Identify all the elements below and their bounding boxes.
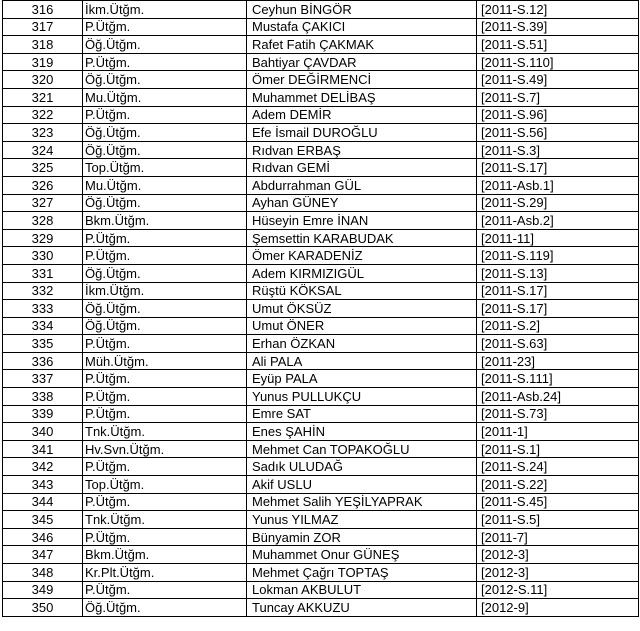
course-code-cell: [2011-Asb.24] [477,388,639,406]
table-row [3,1,639,19]
row-number-cell: 340 [3,423,83,441]
table-row [3,493,639,511]
rank-cell: P.Ütğm. [83,18,247,36]
rank-cell: P.Ütğm. [83,229,247,247]
rank-cell: Öğ.Ütğm. [83,317,247,335]
course-code-cell: [2011-S.51] [477,36,639,54]
name-cell: Muhammet DELİBAŞ [247,88,477,106]
name-cell: Erhan ÖZKAN [247,335,477,353]
course-code-cell: [2011-S.119] [477,247,639,265]
name-cell: Ömer KARADENİZ [247,247,477,265]
rank-cell: Öğ.Ütğm. [83,599,247,617]
table-row [3,18,639,36]
rank-cell: Müh.Ütğm. [83,352,247,370]
table-row [3,124,639,142]
row-number-cell: 338 [3,388,83,406]
course-code-cell: [2011-S.7] [477,88,639,106]
table-row [3,300,639,318]
rank-cell: Top.Ütğm. [83,159,247,177]
table-row [3,458,639,476]
name-cell: Abdurrahman GÜL [247,176,477,194]
table-row [3,159,639,177]
row-number-cell: 326 [3,176,83,194]
name-cell: Yunus YILMAZ [247,511,477,529]
table-row [3,440,639,458]
row-number-cell: 343 [3,476,83,494]
course-code-cell: [2011-S.1] [477,440,639,458]
table-row [3,106,639,124]
rank-cell: P.Ütğm. [83,458,247,476]
course-code-cell: [2011-S.111] [477,370,639,388]
table-row [3,53,639,71]
name-cell: Adem DEMİR [247,106,477,124]
rank-cell: Hv.Svn.Ütğm. [83,440,247,458]
table-row [3,212,639,230]
table-row [3,194,639,212]
rank-cell: P.Ütğm. [83,528,247,546]
name-cell: Muhammet Onur GÜNEŞ [247,546,477,564]
table-row [3,141,639,159]
rank-cell: Öğ.Ütğm. [83,300,247,318]
course-code-cell: [2011-S.45] [477,493,639,511]
row-number-cell: 325 [3,159,83,177]
course-code-cell: [2012-3] [477,546,639,564]
course-code-cell: [2011-S.29] [477,194,639,212]
row-number-cell: 328 [3,212,83,230]
table-row [3,88,639,106]
rank-cell: Tnk.Ütğm. [83,423,247,441]
rank-cell: Öğ.Ütğm. [83,141,247,159]
rank-cell: P.Ütğm. [83,53,247,71]
name-cell: Eyüp PALA [247,370,477,388]
rank-cell: P.Ütğm. [83,106,247,124]
rank-cell: İkm.Ütğm. [83,1,247,19]
rank-cell: Bkm.Ütğm. [83,212,247,230]
row-number-cell: 342 [3,458,83,476]
course-code-cell: [2011-S.96] [477,106,639,124]
rank-cell: Öğ.Ütğm. [83,194,247,212]
name-cell: Rıdvan GEMİ [247,159,477,177]
name-cell: Ayhan GÜNEY [247,194,477,212]
table-row [3,528,639,546]
name-cell: Ömer DEĞİRMENCİ [247,71,477,89]
rank-cell: Öğ.Ütğm. [83,264,247,282]
row-number-cell: 321 [3,88,83,106]
name-cell: Tuncay AKKUZU [247,599,477,617]
rank-cell: P.Ütğm. [83,370,247,388]
course-code-cell: [2012-S.11] [477,581,639,599]
course-code-cell: [2011-11] [477,229,639,247]
course-code-cell: [2011-S.24] [477,458,639,476]
course-code-cell: [2011-7] [477,528,639,546]
name-cell: Efe İsmail DUROĞLU [247,124,477,142]
course-code-cell: [2011-1] [477,423,639,441]
rank-cell: P.Ütğm. [83,581,247,599]
rank-cell: P.Ütğm. [83,335,247,353]
course-code-cell: [2011-S.22] [477,476,639,494]
name-cell: Enes ŞAHİN [247,423,477,441]
course-code-cell: [2011-S.49] [477,71,639,89]
row-number-cell: 348 [3,564,83,582]
name-cell: Ali PALA [247,352,477,370]
row-number-cell: 341 [3,440,83,458]
row-number-cell: 334 [3,317,83,335]
name-cell: Emre SAT [247,405,477,423]
row-number-cell: 330 [3,247,83,265]
rank-cell: Mu.Ütğm. [83,88,247,106]
course-code-cell: [2011-S.12] [477,1,639,19]
row-number-cell: 349 [3,581,83,599]
table-row [3,564,639,582]
course-code-cell: [2011-S.2] [477,317,639,335]
rank-cell: Öğ.Ütğm. [83,36,247,54]
course-code-cell: [2011-Asb.2] [477,212,639,230]
table-row [3,511,639,529]
course-code-cell: [2011-S.110] [477,53,639,71]
table-row [3,352,639,370]
name-cell: Mustafa ÇAKICI [247,18,477,36]
row-number-cell: 327 [3,194,83,212]
name-cell: Şemsettin KARABUDAK [247,229,477,247]
course-code-cell: [2011-Asb.1] [477,176,639,194]
row-number-cell: 333 [3,300,83,318]
row-number-cell: 322 [3,106,83,124]
course-code-cell: [2012-3] [477,564,639,582]
course-code-cell: [2011-S.5] [477,511,639,529]
table-row [3,388,639,406]
rank-cell: P.Ütğm. [83,388,247,406]
table-row [3,282,639,300]
course-code-cell: [2011-S.17] [477,282,639,300]
table-row [3,335,639,353]
row-number-cell: 319 [3,53,83,71]
name-cell: Sadık ULUDAĞ [247,458,477,476]
table-row [3,370,639,388]
rank-cell: Öğ.Ütğm. [83,124,247,142]
course-code-cell: [2011-S.3] [477,141,639,159]
course-code-cell: [2011-S.56] [477,124,639,142]
personnel-table [2,0,639,617]
name-cell: Lokman AKBULUT [247,581,477,599]
name-cell: Yunus PULLUKÇU [247,388,477,406]
table-row [3,247,639,265]
name-cell: Adem KIRMIZIGÜL [247,264,477,282]
name-cell: Umut ÖKSÜZ [247,300,477,318]
table-row [3,599,639,617]
name-cell: Ceyhun BİNGÖR [247,1,477,19]
name-cell: Akif USLU [247,476,477,494]
table-row [3,405,639,423]
name-cell: Mehmet Salih YEŞİLYAPRAK [247,493,477,511]
name-cell: Mehmet Can TOPAKOĞLU [247,440,477,458]
course-code-cell: [2011-S.73] [477,405,639,423]
row-number-cell: 339 [3,405,83,423]
rank-cell: P.Ütğm. [83,247,247,265]
course-code-cell: [2011-S.63] [477,335,639,353]
rank-cell: Öğ.Ütğm. [83,71,247,89]
row-number-cell: 347 [3,546,83,564]
name-cell: Mehmet Çağrı TOPTAŞ [247,564,477,582]
row-number-cell: 337 [3,370,83,388]
table-row [3,36,639,54]
table-row [3,176,639,194]
table-row [3,423,639,441]
rank-cell: Top.Ütğm. [83,476,247,494]
row-number-cell: 345 [3,511,83,529]
course-code-cell: [2011-S.17] [477,300,639,318]
rank-cell: P.Ütğm. [83,405,247,423]
name-cell: Bünyamin ZOR [247,528,477,546]
rank-cell: İkm.Ütğm. [83,282,247,300]
row-number-cell: 320 [3,71,83,89]
course-code-cell: [2011-S.17] [477,159,639,177]
personnel-table-body [3,1,639,617]
table-row [3,476,639,494]
row-number-cell: 318 [3,36,83,54]
row-number-cell: 317 [3,18,83,36]
row-number-cell: 346 [3,528,83,546]
table-row [3,581,639,599]
name-cell: Rıdvan ERBAŞ [247,141,477,159]
rank-cell: Mu.Ütğm. [83,176,247,194]
rank-cell: P.Ütğm. [83,493,247,511]
row-number-cell: 336 [3,352,83,370]
row-number-cell: 329 [3,229,83,247]
course-code-cell: [2011-23] [477,352,639,370]
rank-cell: Kr.Plt.Ütğm. [83,564,247,582]
course-code-cell: [2012-9] [477,599,639,617]
row-number-cell: 335 [3,335,83,353]
row-number-cell: 316 [3,1,83,19]
row-number-cell: 331 [3,264,83,282]
row-number-cell: 332 [3,282,83,300]
name-cell: Bahtiyar ÇAVDAR [247,53,477,71]
table-row [3,317,639,335]
row-number-cell: 344 [3,493,83,511]
course-code-cell: [2011-S.13] [477,264,639,282]
name-cell: Hüseyin Emre İNAN [247,212,477,230]
table-row [3,264,639,282]
name-cell: Rafet Fatih ÇAKMAK [247,36,477,54]
row-number-cell: 324 [3,141,83,159]
course-code-cell: [2011-S.39] [477,18,639,36]
rank-cell: Tnk.Ütğm. [83,511,247,529]
rank-cell: Bkm.Ütğm. [83,546,247,564]
name-cell: Rüştü KÖKSAL [247,282,477,300]
table-row [3,229,639,247]
row-number-cell: 323 [3,124,83,142]
table-row [3,71,639,89]
name-cell: Umut ÖNER [247,317,477,335]
table-row [3,546,639,564]
row-number-cell: 350 [3,599,83,617]
